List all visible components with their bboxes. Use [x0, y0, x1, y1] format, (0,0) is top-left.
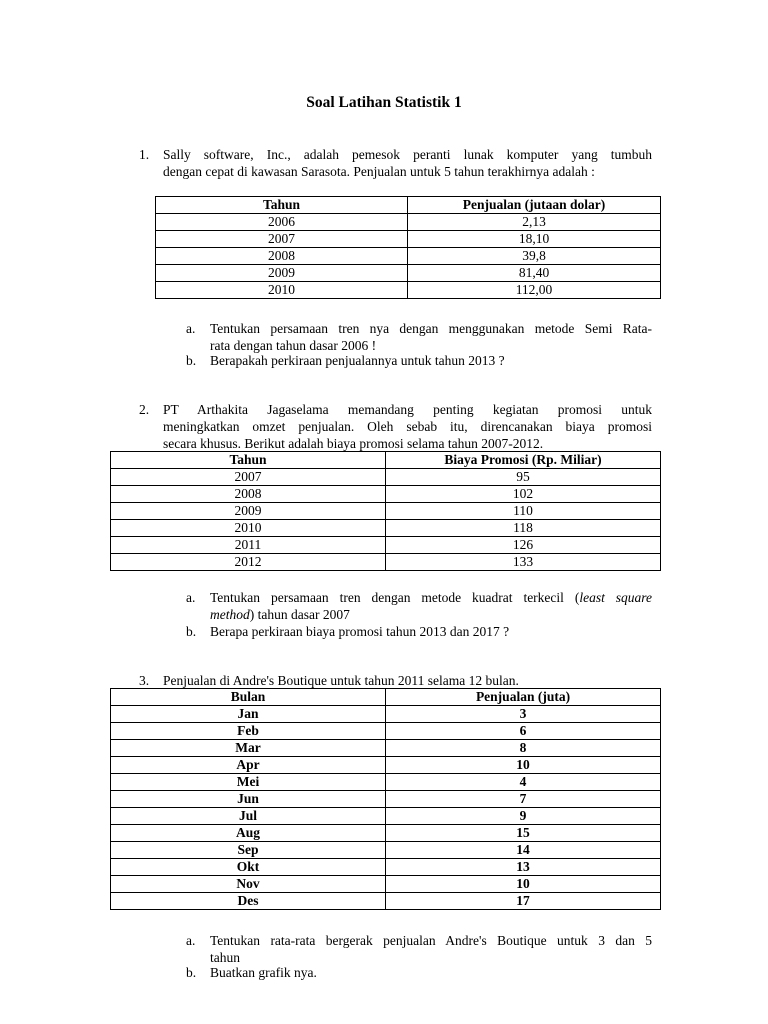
sub-question-label: a.: [186, 321, 196, 336]
table-cell: 95: [386, 469, 661, 486]
question-1: [139, 146, 652, 180]
table-cell: 2008: [111, 486, 386, 503]
sub-question-text-line: Tentukan rata-rata bergerak penjualan Andre's Boutique untuk 3 dan 5: [210, 933, 652, 948]
sub-question-label: b.: [186, 965, 197, 980]
table-cell: 4: [386, 774, 661, 791]
table-cell: 2010: [156, 282, 408, 299]
table-header-cell: Biaya Promosi (Rp. Miliar): [386, 452, 661, 469]
table-cell: 102: [386, 486, 661, 503]
table-row: [111, 774, 661, 791]
table-cell: 112,00: [408, 282, 661, 299]
table-row: [111, 503, 661, 520]
table-row: [111, 859, 661, 876]
table-cell: 15: [386, 825, 661, 842]
question-text-line: dengan cepat di kawasan Sarasota. Penjualan untuk 5 tahun terakhirnya adalah :: [163, 164, 595, 179]
table-row: [156, 282, 661, 299]
table-row: [111, 757, 661, 774]
sub-question-text-line: tahun: [210, 950, 240, 965]
table-cell: 3: [386, 706, 661, 723]
monthly-sales-table: [110, 688, 661, 910]
sub-question-text: Berapakah perkiraan penjualannya untuk tahun 2013 ?: [210, 353, 505, 368]
table-cell: 10: [386, 876, 661, 893]
table-cell: 2012: [111, 554, 386, 571]
table-cell: Jul: [111, 808, 386, 825]
table-row: [111, 554, 661, 571]
table-cell: 6: [386, 723, 661, 740]
table-row: [111, 537, 661, 554]
table-cell: Des: [111, 893, 386, 910]
table-row: [111, 791, 661, 808]
table-row: [156, 231, 661, 248]
table-cell: 13: [386, 859, 661, 876]
table-cell: 10: [386, 757, 661, 774]
question-text-line: secara khusus. Berikut adalah biaya promosi selama tahun 2007-2012.: [163, 436, 544, 451]
table-header-cell: Tahun: [156, 197, 408, 214]
sub-question-label: b.: [186, 353, 197, 368]
table-cell: Aug: [111, 825, 386, 842]
table-row: [111, 723, 661, 740]
table-cell: 2011: [111, 537, 386, 554]
table-row: [111, 876, 661, 893]
sub-question-text-line: method) tahun dasar 2007: [210, 607, 350, 622]
table-header-cell: Bulan: [111, 689, 386, 706]
table-cell: 126: [386, 537, 661, 554]
table-cell: 14: [386, 842, 661, 859]
question-text-line: PT Arthakita Jagaselama memandang penting kegiatan promosi untuk: [163, 402, 652, 417]
table-cell: 2006: [156, 214, 408, 231]
table-header-cell: Penjualan (jutaan dolar): [408, 197, 661, 214]
sub-question-text: Berapa perkiraan biaya promosi tahun 2013 dan 2017 ?: [210, 624, 510, 639]
table-cell: 2009: [156, 265, 408, 282]
table-cell: Feb: [111, 723, 386, 740]
table-row: [156, 248, 661, 265]
table-cell: 8: [386, 740, 661, 757]
table-cell: Jun: [111, 791, 386, 808]
table-cell: 2009: [111, 503, 386, 520]
table-cell: 2007: [156, 231, 408, 248]
sub-question-label: a.: [186, 933, 196, 948]
question-number: 3.: [139, 673, 150, 688]
question-text-line: Penjualan di Andre's Boutique untuk tahun 2011 selama 12 bulan.: [163, 673, 519, 688]
sales-table: [155, 196, 661, 299]
question-3: [139, 672, 652, 689]
table-header-cell: Penjualan (juta): [386, 689, 661, 706]
question-number: 2.: [139, 402, 150, 417]
page-title: Soal Latihan Statistik 1: [306, 94, 462, 111]
sub-question-text-line: rata dengan tahun dasar 2006 !: [210, 338, 377, 353]
sub-question-text-line: Tentukan persamaan tren dengan metode kuadrat terkecil (least square: [210, 590, 652, 605]
table-cell: 133: [386, 554, 661, 571]
sub-question-text-line: Tentukan persamaan tren nya dengan menggunakan metode Semi Rata-: [210, 321, 652, 336]
table-cell: 18,10: [408, 231, 661, 248]
sub-question-label: a.: [186, 590, 196, 605]
table-cell: 2007: [111, 469, 386, 486]
question-2: [139, 401, 652, 452]
sub-question-text: Buatkan grafik nya.: [210, 965, 317, 980]
table-cell: 2010: [111, 520, 386, 537]
question-text-line: meningkatkan omzet penjualan. Oleh sebab itu, direncanakan biaya promosi: [163, 419, 652, 434]
table-cell: 81,40: [408, 265, 661, 282]
table-cell: Okt: [111, 859, 386, 876]
promotion-cost-table: [110, 451, 661, 571]
question-number: 1.: [139, 147, 150, 162]
table-cell: Nov: [111, 876, 386, 893]
table-row: [111, 520, 661, 537]
table-cell: 9: [386, 808, 661, 825]
table-cell: 39,8: [408, 248, 661, 265]
table-row: [111, 825, 661, 842]
table-row: [111, 893, 661, 910]
table-cell: Mar: [111, 740, 386, 757]
table-row: [156, 214, 661, 231]
sub-question-label: b.: [186, 624, 197, 639]
table-row: [111, 808, 661, 825]
table-cell: 7: [386, 791, 661, 808]
table-cell: 118: [386, 520, 661, 537]
table-cell: 17: [386, 893, 661, 910]
table-cell: Jan: [111, 706, 386, 723]
table-row: [111, 706, 661, 723]
table-row: [111, 469, 661, 486]
table-cell: 2008: [156, 248, 408, 265]
table-row: [111, 486, 661, 503]
table-cell: 2,13: [408, 214, 661, 231]
table-header-row: [111, 689, 661, 706]
table-row: [111, 842, 661, 859]
question-text-line: Sally software, Inc., adalah pemesok peranti lunak komputer yang tumbuh: [163, 147, 652, 162]
table-cell: Mei: [111, 774, 386, 791]
table-cell: 110: [386, 503, 661, 520]
table-cell: Apr: [111, 757, 386, 774]
table-row: [156, 265, 661, 282]
table-header-cell: Tahun: [111, 452, 386, 469]
table-header-row: [156, 197, 661, 214]
table-cell: Sep: [111, 842, 386, 859]
table-row: [111, 740, 661, 757]
table-header-row: [111, 452, 661, 469]
